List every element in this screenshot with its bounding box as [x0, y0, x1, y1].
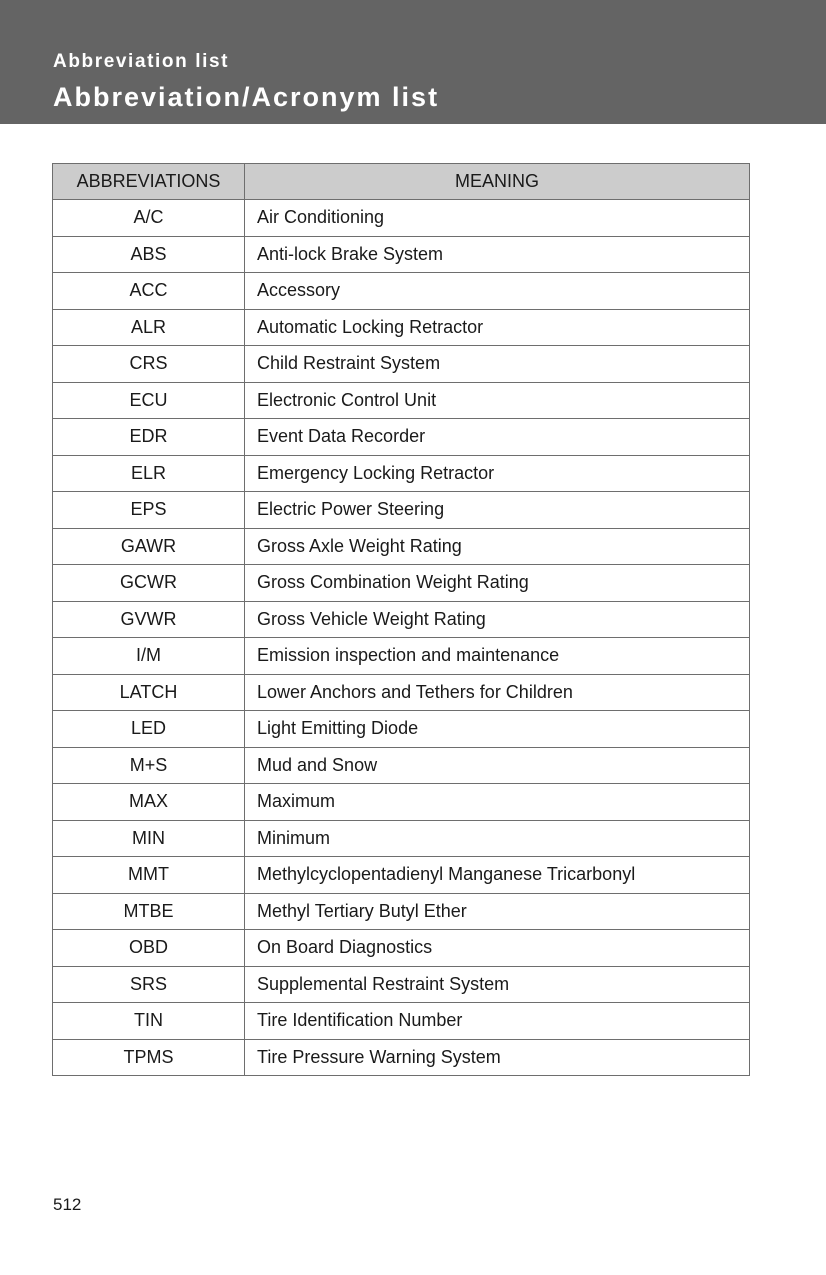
page-title: Abbreviation/Acronym list	[53, 82, 440, 112]
table-row	[53, 565, 750, 602]
table-row	[53, 309, 750, 346]
meaning-cell: Methylcyclopentadienyl Manganese Tricarbonyl	[245, 857, 750, 894]
abbreviation-cell: CRS	[53, 346, 245, 383]
meaning-cell: Gross Axle Weight Rating	[245, 528, 750, 565]
column-header-meaning: MEANING	[245, 164, 750, 200]
table-row	[53, 236, 750, 273]
abbreviation-cell: OBD	[53, 930, 245, 967]
meaning-cell: Anti-lock Brake System	[245, 236, 750, 273]
table-row	[53, 382, 750, 419]
meaning-cell: Emergency Locking Retractor	[245, 455, 750, 492]
meaning-cell: Accessory	[245, 273, 750, 310]
meaning-cell: Tire Identification Number	[245, 1003, 750, 1040]
table-row	[53, 674, 750, 711]
meaning-cell: Gross Vehicle Weight Rating	[245, 601, 750, 638]
meaning-cell: Child Restraint System	[245, 346, 750, 383]
abbreviation-cell: M+S	[53, 747, 245, 784]
table-row	[53, 1039, 750, 1076]
table-body	[53, 200, 750, 1076]
abbreviation-cell: ABS	[53, 236, 245, 273]
meaning-cell: Gross Combination Weight Rating	[245, 565, 750, 602]
table-row	[53, 455, 750, 492]
abbreviation-cell: MTBE	[53, 893, 245, 930]
table-row	[53, 601, 750, 638]
abbreviation-cell: MMT	[53, 857, 245, 894]
meaning-cell: Mud and Snow	[245, 747, 750, 784]
abbreviation-cell: TIN	[53, 1003, 245, 1040]
meaning-cell: Methyl Tertiary Butyl Ether	[245, 893, 750, 930]
meaning-cell: Emission inspection and maintenance	[245, 638, 750, 675]
table-row	[53, 857, 750, 894]
abbreviation-cell: GAWR	[53, 528, 245, 565]
meaning-cell: On Board Diagnostics	[245, 930, 750, 967]
table-row	[53, 1003, 750, 1040]
table-row	[53, 419, 750, 456]
abbreviation-cell: LATCH	[53, 674, 245, 711]
abbreviation-cell: A/C	[53, 200, 245, 237]
table-row	[53, 893, 750, 930]
table-row	[53, 784, 750, 821]
meaning-cell: Supplemental Restraint System	[245, 966, 750, 1003]
abbreviation-table	[52, 163, 750, 1076]
meaning-cell: Electronic Control Unit	[245, 382, 750, 419]
meaning-cell: Automatic Locking Retractor	[245, 309, 750, 346]
table-row	[53, 711, 750, 748]
page-number: 512	[53, 1195, 82, 1214]
abbreviation-cell: LED	[53, 711, 245, 748]
table-row	[53, 200, 750, 237]
meaning-cell: Light Emitting Diode	[245, 711, 750, 748]
abbreviation-cell: ECU	[53, 382, 245, 419]
meaning-cell: Air Conditioning	[245, 200, 750, 237]
meaning-cell: Tire Pressure Warning System	[245, 1039, 750, 1076]
abbreviation-cell: MIN	[53, 820, 245, 857]
meaning-cell: Maximum	[245, 784, 750, 821]
section-label: Abbreviation list	[53, 51, 230, 72]
table-row	[53, 747, 750, 784]
table-header-row	[53, 164, 750, 200]
abbreviation-cell: SRS	[53, 966, 245, 1003]
abbreviation-cell: GVWR	[53, 601, 245, 638]
abbreviation-cell: I/M	[53, 638, 245, 675]
abbreviation-cell: ELR	[53, 455, 245, 492]
table-row	[53, 930, 750, 967]
meaning-cell: Electric Power Steering	[245, 492, 750, 529]
abbreviation-cell: MAX	[53, 784, 245, 821]
meaning-cell: Minimum	[245, 820, 750, 857]
table-row	[53, 966, 750, 1003]
table-row	[53, 528, 750, 565]
header-band	[0, 0, 826, 124]
meaning-cell: Event Data Recorder	[245, 419, 750, 456]
meaning-cell: Lower Anchors and Tethers for Children	[245, 674, 750, 711]
table-row	[53, 273, 750, 310]
column-header-abbreviations: ABBREVIATIONS	[53, 164, 245, 200]
table-row	[53, 492, 750, 529]
abbreviation-cell: TPMS	[53, 1039, 245, 1076]
abbreviation-cell: ALR	[53, 309, 245, 346]
table-row	[53, 638, 750, 675]
table-row	[53, 820, 750, 857]
abbreviation-cell: GCWR	[53, 565, 245, 602]
abbreviation-cell: EDR	[53, 419, 245, 456]
abbreviation-cell: EPS	[53, 492, 245, 529]
table-row	[53, 346, 750, 383]
abbreviation-cell: ACC	[53, 273, 245, 310]
